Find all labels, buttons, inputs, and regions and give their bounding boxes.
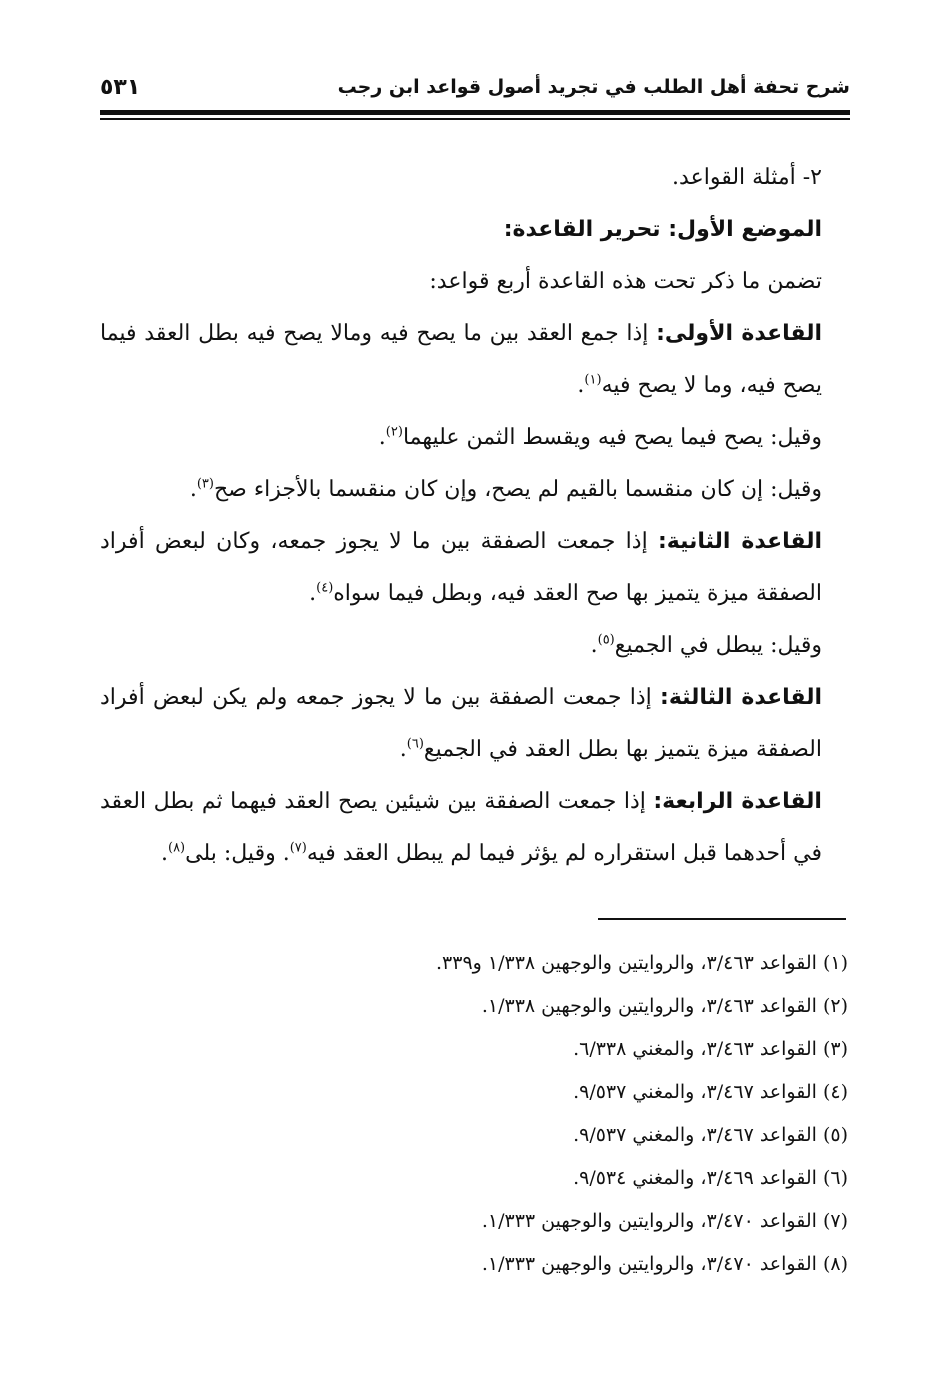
rule-4-end: . [160,841,168,866]
opinion-2-text: وقيل: إن كان منقسما بالقيم لم يصح، وإن كان منقسما بالأجزاء صح [213,477,822,502]
footnote-ref-5[interactable]: (٥) [597,632,615,648]
section-heading: الموضع الأول: تحرير القاعدة: [503,217,822,242]
footnote-3: (٣) القواعد ٣/٤٦٣، والمغني ٦/٣٣٨. [573,1038,848,1060]
footnote-ref-3[interactable]: (٣) [196,476,214,492]
opinion-1 [100,412,850,464]
opinion-1-end: . [378,425,386,450]
rule-3-paragraph [100,672,850,776]
footnote-2: (٢) القواعد ٣/٤٦٣، والروايتين والوجهين ١/٣٣٨. [481,995,848,1017]
footnote-ref-4[interactable]: (٤) [316,580,334,596]
rule-4-mid: . وقيل: بلى [185,841,290,866]
footnote-ref-8[interactable]: (٨) [167,840,186,856]
footnotes [100,942,848,1286]
rule-2-end: . [309,581,317,606]
rule-2-paragraph [100,516,850,620]
footnote-1: (١) القواعد ٣/٤٦٣، والروايتين والوجهين ١/٣٣٨ و٣٣٩. [436,952,848,974]
opinion-3-end: . [590,633,598,658]
footnote-6: (٦) القواعد ٣/٤٦٩، والمغني ٩/٥٣٤. [573,1167,848,1189]
footnote-ref-7[interactable]: (٧) [289,840,307,856]
rule-1-text: إذا جمع العقد بين ما يصح فيه ومالا يصح فيه بطل العقد فيما يصح فيه، وما لا يصح فيه [100,321,822,398]
footnote-separator [598,918,846,920]
rule-4-label: القاعدة الرابعة: [653,789,822,814]
section-item: ٢- أمثلة القواعد. [672,165,822,190]
running-title: شرح تحفة أهل الطلب في تجريد أصول قواعد ابن رجب [337,76,850,98]
footnote-ref-6[interactable]: (٦) [406,736,424,752]
footnote-ref-1[interactable]: (١) [584,372,602,388]
header-rule-thick [100,110,850,115]
rule-3-end: . [399,737,407,762]
rule-4-text: إذا جمعت الصفقة بين شيئين يصح العقد فيهما ثم بطل العقد في أحدهما قبل استقراره لم يؤثر فيما لم يبطل العقد فيه [100,789,822,866]
footnote-5: (٥) القواعد ٣/٤٦٧، والمغني ٩/٥٣٧. [573,1124,848,1146]
main-text [100,152,850,880]
footnote-ref-2[interactable]: (٢) [385,424,403,440]
header-rule-thin [100,118,850,120]
rule-1-paragraph [100,308,850,412]
opinion-2 [100,464,850,516]
rule-3-text: إذا جمعت الصفقة بين ما لا يجوز جمعه ولم يكن لبعض أفراد الصفقة ميزة يتميز بها بطل العقد في الجميع [100,685,822,762]
opinion-2-end: . [189,477,197,502]
rule-1-end: . [577,373,585,398]
intro-line: تضمن ما ذكر تحت هذه القاعدة أربع قواعد: [429,269,822,294]
footnote-8: (٨) القواعد ٣/٤٧٠، والروايتين والوجهين ١/٣٣٣. [481,1253,848,1275]
footnote-4: (٤) القواعد ٣/٤٦٧، والمغني ٩/٥٣٧. [573,1081,848,1103]
page-number: ٥٣١ [100,74,141,100]
opinion-1-text: وقيل: يصح فيما يصح فيه ويقسط الثمن عليهما [402,425,822,450]
rule-1-label: القاعدة الأولى: [656,321,822,346]
rule-3-label: القاعدة الثالثة: [660,685,823,710]
footnote-7: (٧) القواعد ٣/٤٧٠، والروايتين والوجهين ١/٣٣٣. [481,1210,848,1232]
rule-2-text: إذا جمعت الصفقة بين ما لا يجوز جمعه، وكان لبعض أفراد الصفقة ميزة يتميز بها صح العقد فيه، وبطل فيما سواه [100,529,822,606]
opinion-3-text: وقيل: يبطل في الجميع [614,633,822,658]
rule-4-paragraph [100,776,850,880]
opinion-3 [100,620,850,672]
page-header [100,72,850,102]
rule-2-label: القاعدة الثانية: [658,529,823,554]
